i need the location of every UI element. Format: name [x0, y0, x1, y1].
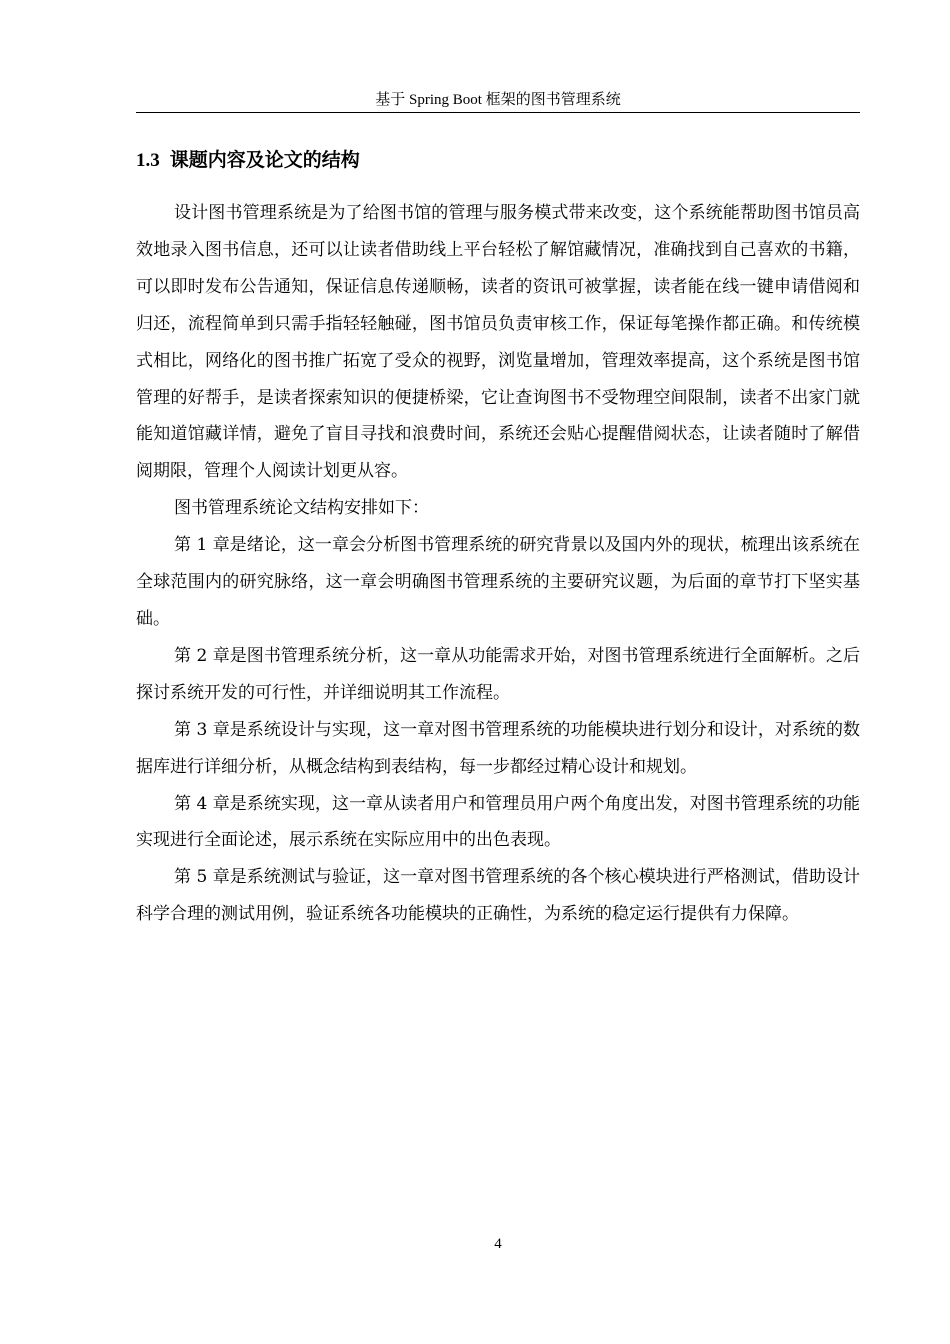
section-number: 1.3 [136, 150, 160, 171]
paragraph-structure-intro: 图书管理系统论文结构安排如下： [174, 498, 429, 519]
paragraph-chapter-3: 第 3 章是系统设计与实现，这一章对图书管理系统的功能模块进行划分和设计，对系统的数据库进行详细分析，从概念结构到表结构，每一步都经过精心设计和规划。 [136, 719, 860, 777]
page-number: 4 [494, 1236, 502, 1252]
section-heading [136, 146, 860, 175]
body-text [136, 195, 860, 933]
paragraph-system-purpose: 设计图书管理系统是为了给图书馆的管理与服务模式带来改变，这个系统能帮助图书馆员高效地录入图书信息，还可以让读者借助线上平台轻松了解馆藏情况，准确找到自己喜欢的书籍，可以即时发布公告通知，保证信息传递顺畅，读者的资讯可被掌握，读者能在线一键申请借阅和归还，流程简单到只需手指轻轻触碰，图书馆员负责审核工作，保证每笔操作都正确。和传统模式相比，网络化的图书推广拓宽了受众的视野，浏览量增加，管理效率提高，这个系统是图书馆管理的好帮手，是读者探索知识的便捷桥梁，它让查询图书不受物理空间限制，读者不出家门就能知道馆藏详情，避免了盲目寻找和浪费时间，系统还会贴心提醒借阅状态，让读者随时了解借阅期限，管理个人阅读计划更从容。 [136, 203, 860, 482]
paragraph-chapter-5: 第 5 章是系统测试与验证，这一章对图书管理系统的各个核心模块进行严格测试，借助设计科学合理的测试用例，验证系统各功能模块的正确性，为系统的稳定运行提供有力保障。 [136, 867, 860, 925]
section-title: 课题内容及论文的结构 [169, 149, 360, 171]
running-header: 基于 Spring Boot 框架的图书管理系统 [136, 90, 860, 113]
paragraph-chapter-4: 第 4 章是系统实现，这一章从读者用户和管理员用户两个角度出发，对图书管理系统的功能实现进行全面论述，展示系统在实际应用中的出色表现。 [136, 793, 860, 851]
paragraph-chapter-2: 第 2 章是图书管理系统分析，这一章从功能需求开始，对图书管理系统进行全面解析。之后探讨系统开发的可行性，并详细说明其工作流程。 [136, 645, 860, 703]
paragraph-chapter-1: 第 1 章是绪论，这一章会分析图书管理系统的研究背景以及国内外的现状，梳理出该系统在全球范围内的研究脉络，这一章会明确图书管理系统的主要研究议题，为后面的章节打下坚实基础。 [136, 535, 860, 629]
